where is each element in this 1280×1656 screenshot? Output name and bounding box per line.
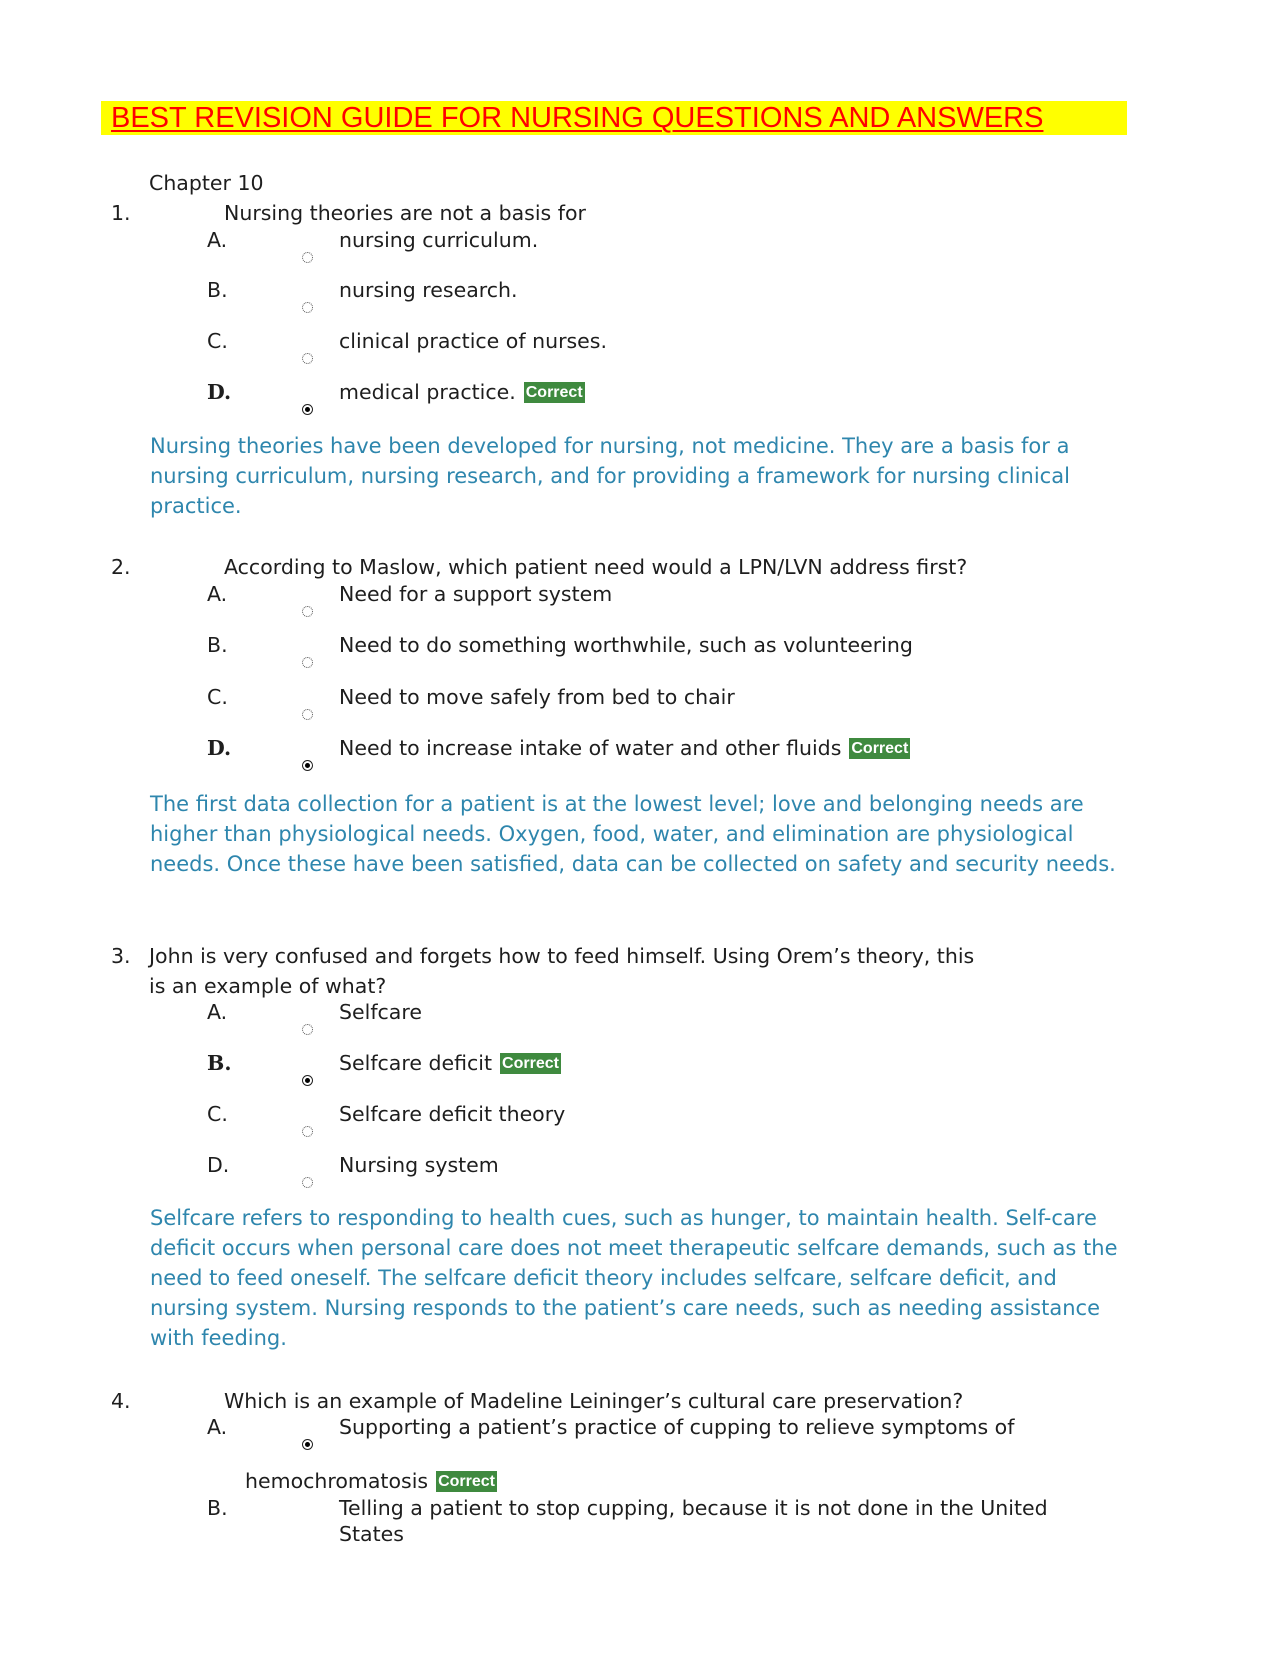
option-letter: D.	[207, 736, 232, 760]
option-letter: B.	[207, 1051, 232, 1075]
option-text-continued: States	[339, 1522, 404, 1546]
option-text: Need to do something worthwhile, such as volunteering	[339, 633, 913, 657]
document-title: BEST REVISION GUIDE FOR NURSING QUESTIONS AND ANSWERS	[101, 101, 1127, 135]
option-a-radio[interactable]	[302, 606, 313, 617]
option-text: clinical practice of nurses.	[339, 329, 607, 353]
question-number: 3.	[111, 944, 131, 968]
option-letter: A.	[207, 228, 228, 252]
option-d-radio-selected[interactable]	[302, 760, 313, 771]
option-letter: C.	[207, 1102, 228, 1126]
correct-badge: Correct	[525, 384, 583, 401]
option-text-continued-correct	[245, 1469, 497, 1493]
question-text: John is very confused and forgets how to feed himself. Using Orem’s theory, this	[149, 944, 975, 968]
option-text: Selfcare deficit theory	[339, 1102, 566, 1126]
rationale-text: Selfcare refers to responding to health cues, such as hunger, to maintain health. Self-care deficit occurs when personal care does not meet therapeutic selfcare demands, such as the need to feed oneself. The selfcare deficit theory includes selfcare, selfcare deficit, and nursing system. Nursing responds to the patient’s care needs, such as needing assistance with feeding.	[150, 1206, 1118, 1350]
option-text-correct	[339, 380, 585, 404]
option-text: Selfcare deficit	[339, 1051, 493, 1075]
option-letter: B.	[207, 1496, 228, 1520]
correct-badge: Correct	[502, 1055, 559, 1072]
option-b-radio[interactable]	[302, 657, 313, 668]
option-text-correct	[339, 736, 910, 760]
option-d-radio[interactable]	[302, 1177, 313, 1188]
option-a-radio-selected[interactable]	[302, 1439, 313, 1450]
rationale-text: Nursing theories have been developed for nursing, not medicine. They are a basis for a nursing curriculum, nursing research, and for providing a framework for nursing clinical practice.	[150, 434, 1070, 518]
option-text: nursing curriculum.	[339, 228, 539, 252]
option-c-radio[interactable]	[302, 1126, 313, 1137]
option-a-radio[interactable]	[302, 1024, 313, 1035]
option-text: Need for a support system	[339, 582, 613, 606]
option-letter: C.	[207, 329, 228, 353]
question-text: Which is an example of Madeline Leininger’s cultural care preservation?	[224, 1389, 964, 1413]
option-letter: B.	[207, 633, 228, 657]
question-number: 4.	[111, 1389, 131, 1413]
option-d-radio-selected[interactable]	[302, 404, 313, 415]
option-text: Nursing system	[339, 1153, 499, 1177]
option-letter: A.	[207, 582, 228, 606]
option-c-radio[interactable]	[302, 353, 313, 364]
option-text: medical practice.	[339, 380, 516, 404]
option-b-radio[interactable]	[302, 302, 313, 313]
option-text-continued: hemochromatosis	[245, 1469, 429, 1493]
option-letter: D.	[207, 1153, 230, 1177]
question-text: According to Maslow, which patient need would a LPN/LVN address first?	[224, 555, 968, 579]
rationale-text: The first data collection for a patient is at the lowest level; love and belonging needs are higher than physiological needs. Oxygen, food, water, and elimination are physiological needs. Once these have been satisfied, data can be collected on safety and security needs.	[150, 792, 1116, 876]
option-letter: A.	[207, 1415, 228, 1439]
question-text-continued: is an example of what?	[149, 974, 387, 998]
option-text: Supporting a patient’s practice of cupping to relieve symptoms of	[339, 1415, 1015, 1439]
option-text: Need to increase intake of water and other fluids	[339, 736, 842, 760]
option-letter: D.	[207, 380, 232, 404]
option-letter: C.	[207, 685, 228, 709]
option-letter: A.	[207, 1000, 228, 1024]
option-b-radio-selected[interactable]	[302, 1075, 313, 1086]
option-letter: B.	[207, 278, 228, 302]
chapter-heading: Chapter 10	[149, 171, 264, 195]
option-text-correct	[339, 1051, 561, 1075]
option-text: Selfcare	[339, 1000, 422, 1024]
correct-badge: Correct	[438, 1473, 495, 1490]
question-number: 1.	[111, 201, 131, 225]
option-text: Need to move safely from bed to chair	[339, 685, 735, 709]
question-text: Nursing theories are not a basis for	[224, 201, 586, 225]
question-number: 2.	[111, 555, 131, 579]
option-a-radio[interactable]	[302, 252, 313, 263]
option-c-radio[interactable]	[302, 709, 313, 720]
option-text: Telling a patient to stop cupping, because it is not done in the United	[339, 1496, 1048, 1520]
option-text: nursing research.	[339, 278, 518, 302]
correct-badge: Correct	[851, 740, 909, 757]
